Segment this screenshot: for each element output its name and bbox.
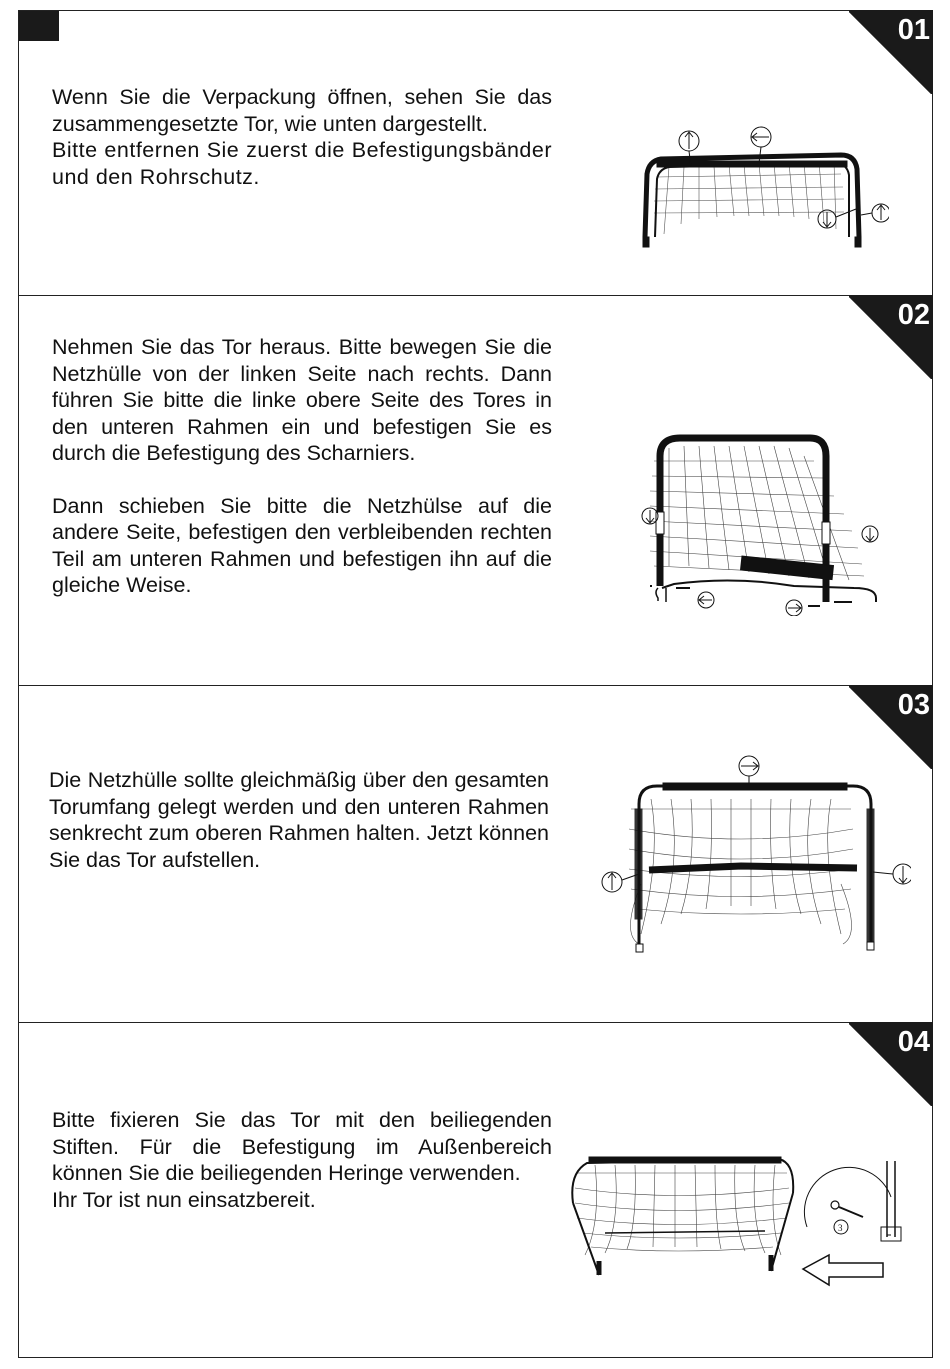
step-badge [849,10,933,94]
step-number: 04 [897,1026,930,1058]
step-section-01 [19,11,932,295]
peg-detail-icon [799,1157,919,1287]
goal-net-spread-icon [581,754,911,964]
paragraph: Die Netzhülle sollte gleichmäßig über den gesamten Torumfang gelegt werden und den unteren Rahmen senkrecht zum oberen Rahmen halten. Jetzt können Sie das Tor aufstellen. [49,768,549,872]
step-badge [849,295,933,379]
step-section-03 [19,685,932,1022]
step-text [52,1107,552,1213]
instruction-page [18,10,933,1358]
paragraph: Bitte fixieren Sie das Tor mit den beiliegenden Stiften. Für die Befestigung im Außenbereich können Sie die beiliegenden Heringe verwenden. [52,1108,552,1185]
step-number: 02 [897,299,930,331]
paragraph: Bitte entfernen Sie zuerst die Befestigungsbänder und den Rohrschutz. [52,138,552,189]
paragraph: Wenn Sie die Verpackung öffnen, sehen Sie das zusammengesetzte Tor, wie unten dargestellt. [52,85,552,136]
step-number: 03 [897,689,930,721]
step-badge [849,1022,933,1106]
paragraph: Dann schieben Sie bitte die Netzhülse auf die andere Seite, befestigen den verbleibenden rechten Teil am unteren Rahmen und befestigen ihn auf die gleiche Weise. [52,493,552,597]
goal-ready-with-peg-icon [565,1143,825,1283]
paragraph: Nehmen Sie das Tor heraus. Bitte bewegen Sie die Netzhülle von der linken Seite nach rechts. Dann führen Sie bitte die linke obere Seite des Tores in den unteren Rahmen ein und befestigen Sie es durch die Befestigung des Scharniers. [52,335,552,465]
step-section-02 [19,295,932,685]
step-text [52,84,552,190]
step-number: 01 [897,14,930,46]
peg-label: 3 [838,1223,843,1233]
step-text [52,334,552,599]
paragraph: Ihr Tor ist nun einsatzbereit. [52,1187,316,1212]
goal-hinge-assembly-icon [614,416,884,616]
step-section-04 [19,1022,932,1359]
goal-packaged-icon [619,119,889,249]
step-text [49,767,549,873]
